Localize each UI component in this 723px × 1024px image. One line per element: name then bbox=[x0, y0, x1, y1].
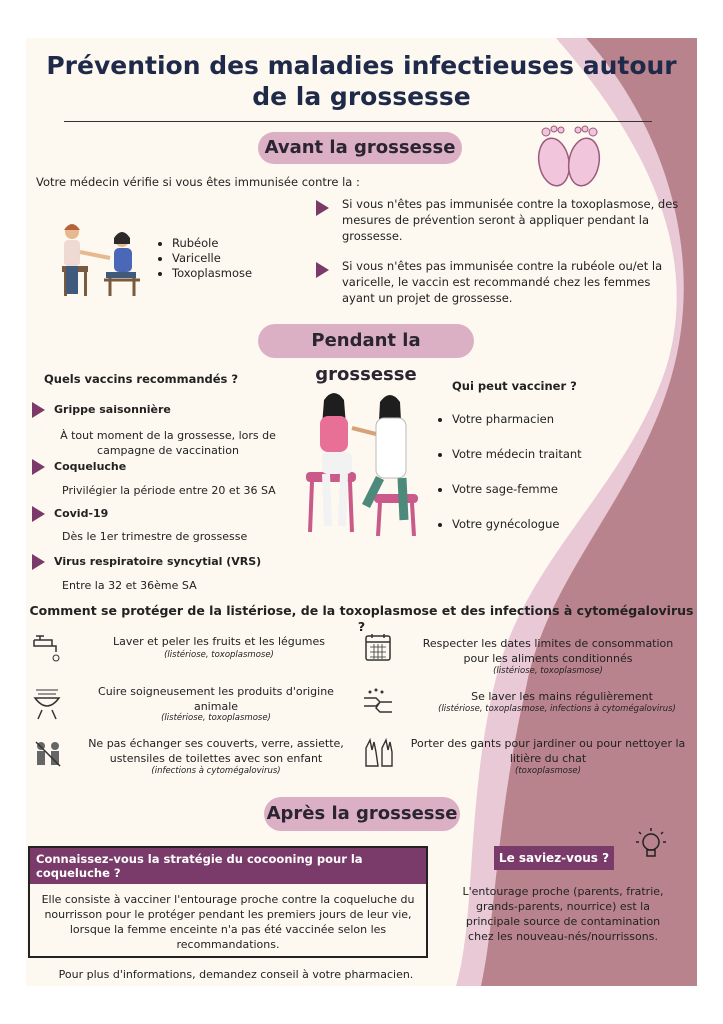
page-title: Prévention des maladies infectieuses autour de la grossesse bbox=[46, 51, 677, 111]
baby-feet-icon bbox=[532, 122, 608, 194]
protect-left-3-text: Ne pas échanger ses couverts, verre, assiette, ustensiles de toilettes avec son enfant bbox=[88, 737, 344, 765]
qui-title: Qui peut vacciner ? bbox=[452, 379, 577, 393]
calendar-icon bbox=[364, 632, 392, 662]
no-sharing-icon bbox=[32, 738, 64, 768]
qui-item: • Votre sage-femme bbox=[452, 482, 652, 497]
vaccination-illustration bbox=[304, 386, 422, 538]
protect-right-2-text: Se laver les mains régulièrement bbox=[471, 690, 653, 703]
footer-text: Pour plus d'informations, demandez conseil à votre pharmacien. bbox=[58, 968, 414, 981]
cocooning-box bbox=[28, 846, 428, 958]
arrow-bullet-icon bbox=[316, 200, 329, 216]
handwash-icon bbox=[362, 686, 394, 716]
vaccine-name: Coqueluche bbox=[54, 460, 127, 473]
protect-right-3-note: (toxoplasmose) bbox=[515, 766, 581, 776]
protect-right-3-text: Porter des gants pour jardiner ou pour nettoyer la litière du chat bbox=[410, 737, 686, 765]
qui-item: • Votre gynécologue bbox=[452, 517, 652, 532]
apres-heading: Après la grossesse bbox=[264, 797, 460, 831]
saviez-text: L'entourage proche (parents, fratrie, grands-parents, nourrice) est la principale source de contamination chez les nouveau-nés/nourrissons. bbox=[462, 885, 664, 943]
vaccine-name: Virus respiratoire syncytial (VRS) bbox=[54, 555, 262, 568]
avant-heading: Avant la grossesse bbox=[258, 132, 462, 164]
immunity-item: • Toxoplasmose bbox=[172, 266, 292, 281]
arrow-bullet-icon bbox=[32, 554, 45, 570]
faucet-icon bbox=[32, 632, 62, 664]
protect-left-2-note: (listériose, toxoplasmose) bbox=[161, 713, 271, 723]
saviez-title: Le saviez-vous ? bbox=[494, 846, 614, 870]
consultation-illustration bbox=[54, 218, 146, 298]
cocooning-title: Connaissez-vous la stratégie du cocooning pour la coqueluche ? bbox=[30, 848, 426, 884]
poster bbox=[26, 38, 697, 986]
vaccine-desc: Dès le 1er trimestre de grossesse bbox=[62, 530, 248, 543]
grill-icon bbox=[32, 686, 62, 720]
cocooning-text: Elle consiste à vacciner l'entourage proche contre la coqueluche du nourrisson pour le protéger pendant les premiers jours de leur vie, lorsque la femme enceinte n'a pas été vaccinée selon les recommandations. bbox=[41, 893, 415, 951]
protect-left-1-text: Laver et peler les fruits et les légumes bbox=[113, 635, 325, 648]
protect-left-2-text: Cuire soigneusement les produits d'origine animale bbox=[98, 685, 334, 713]
qui-item: • Votre pharmacien bbox=[452, 412, 652, 427]
protect-left-1-note: (listériose, toxoplasmose) bbox=[164, 650, 274, 660]
vaccine-name: Covid-19 bbox=[54, 507, 109, 520]
protect-right-1-text: Respecter les dates limites de consommation pour les aliments conditionnés bbox=[422, 637, 674, 665]
proteger-title: Comment se protéger de la listériose, de la toxoplasmose et des infections à cytomégalovirus ? bbox=[29, 603, 694, 634]
avant-point-1: Si vous n'êtes pas immunisée contre la toxoplasmose, des mesures de prévention seront à appliquer pendant la grossesse. bbox=[342, 197, 679, 243]
vaccins-title: Quels vaccins recommandés ? bbox=[44, 372, 239, 386]
avant-point-2: Si vous n'êtes pas immunisée contre la rubéole ou/et la varicelle, le vaccin est recommandé chez les femmes ayant un projet de grossesse. bbox=[342, 259, 663, 305]
arrow-bullet-icon bbox=[316, 262, 329, 278]
protect-left-3-note: (infections à cytomégalovirus) bbox=[151, 766, 281, 776]
gloves-icon bbox=[362, 736, 396, 768]
immunity-item: • Varicelle bbox=[172, 251, 292, 266]
arrow-bullet-icon bbox=[32, 506, 45, 522]
pendant-heading: Pendant la grossesse bbox=[258, 324, 474, 358]
arrow-bullet-icon bbox=[32, 459, 45, 475]
protect-right-2-note: (listériose, toxoplasmose, infections à cytomégalovirus) bbox=[438, 704, 676, 714]
qui-item: • Votre médecin traitant bbox=[452, 447, 652, 462]
vaccine-desc: Privilégier la période entre 20 et 36 SA bbox=[62, 484, 276, 497]
protect-right-1-note: (listériose, toxoplasmose) bbox=[493, 666, 603, 676]
arrow-bullet-icon bbox=[32, 402, 45, 418]
vaccine-name: Grippe saisonnière bbox=[54, 403, 171, 416]
vaccine-desc: Entre la 32 et 36ème SA bbox=[62, 579, 197, 592]
lightbulb-icon bbox=[634, 826, 668, 862]
avant-intro: Votre médecin vérifie si vous êtes immunisée contre la : bbox=[36, 175, 360, 189]
immunity-item: • Rubéole bbox=[172, 236, 292, 251]
immunity-list bbox=[156, 236, 292, 281]
qui-list bbox=[436, 412, 652, 532]
vaccine-desc: À tout moment de la grossesse, lors de campagne de vaccination bbox=[60, 429, 276, 457]
